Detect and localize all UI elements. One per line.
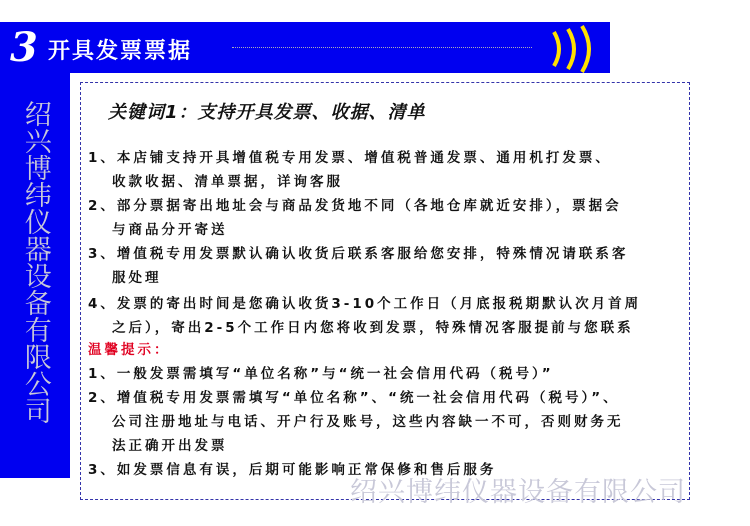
- list-item: 收款收据、清单票据，详询客服: [112, 174, 343, 190]
- watermark: 绍兴博纬仪器设备有限公司: [19, 100, 51, 424]
- sound-wave-icon: [540, 24, 600, 74]
- tip-item: 公司注册地址与电话、开户行及账号，这些内容缺一不可，否则财务无: [112, 414, 624, 430]
- section-number: 3: [10, 24, 38, 71]
- list-item: 1、本店铺支持开具增值税专用发票、增值税普通发票、通用机打发票、: [88, 150, 612, 166]
- tip-item: 3、如发票信息有误，后期可能影响正常保修和售后服务: [88, 462, 497, 478]
- watermark: 绍兴博纬仪器设备有限公司: [350, 477, 686, 508]
- list-item: 3、增值税专用发票默认确认收货后联系客服给您安排，特殊情况请联系客: [88, 246, 629, 262]
- section-title: 开具发票票据: [48, 39, 193, 64]
- tip-item: 1、一般发票需填写“单位名称”与“统一社会信用代码（税号）”: [88, 366, 554, 382]
- list-item: 之后），寄出2-5个工作日内您将收到发票，特殊情况客服提前与您联系: [112, 320, 634, 336]
- list-item: 服处理: [112, 270, 162, 286]
- list-item: 与商品分开寄送: [112, 222, 228, 238]
- keyword-heading: 关键词1：支持开具发票、收据、清单: [108, 102, 426, 123]
- dotted-divider: [232, 47, 532, 48]
- tip-item: 法正确开出发票: [112, 438, 228, 454]
- tip-item: 2、增值税专用发票需填写“单位名称”、“统一社会信用代码（税号）”、: [88, 390, 620, 406]
- list-item: 2、部分票据寄出地址会与商品发货地不同（各地仓库就近安排），票据会: [88, 198, 622, 214]
- list-item: 4、发票的寄出时间是您确认收货3-10个工作日（月底报税期默认次月首周: [88, 296, 642, 312]
- tips-label: 温馨提示：: [88, 342, 171, 358]
